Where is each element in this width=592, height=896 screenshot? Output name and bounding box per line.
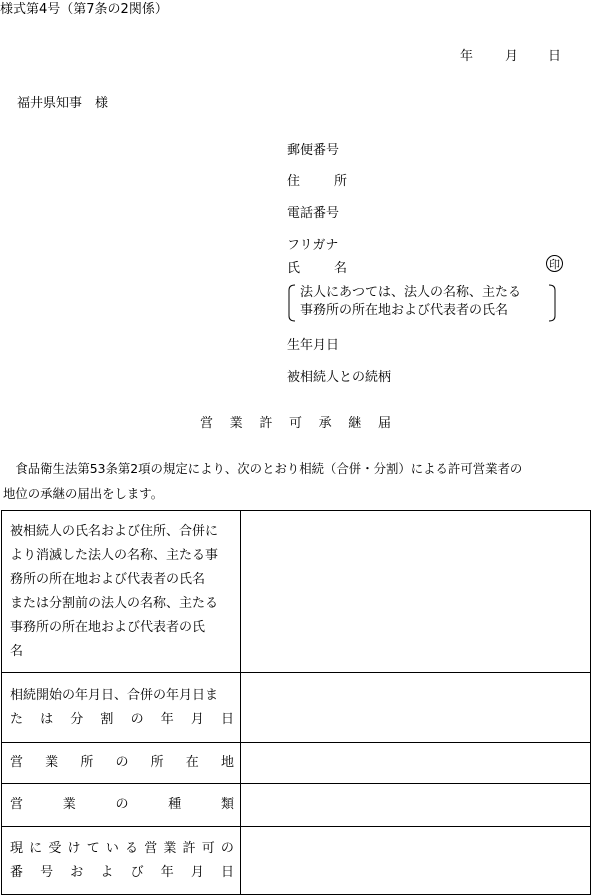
label-char: び — [130, 864, 144, 880]
label-line — [10, 708, 234, 732]
title-char: 届 — [377, 416, 391, 431]
business-type-label — [2, 784, 241, 827]
label-char: る — [125, 840, 139, 856]
name-label-char: 名 — [333, 261, 347, 276]
label-char: の — [220, 840, 234, 856]
label-line: より消滅した法人の名称、主たる事 — [10, 547, 219, 563]
table-row — [2, 673, 591, 743]
business-location-label — [2, 743, 241, 784]
succession-date-field[interactable] — [241, 673, 591, 743]
label-char: 月 — [190, 711, 204, 727]
label-char: 業 — [45, 755, 59, 770]
title-char: 業 — [229, 416, 243, 431]
label-char: 業 — [62, 797, 76, 812]
furigana-label: フリガナ — [287, 238, 339, 253]
title-char: 許 — [259, 416, 273, 431]
addressee: 福井県知事 様 — [17, 96, 109, 111]
address-label — [287, 170, 347, 189]
label-char: 号 — [40, 864, 54, 880]
label-char: 種 — [168, 797, 182, 812]
label-char: 地 — [220, 755, 234, 770]
label-line — [10, 861, 234, 885]
label-line: 事務所の所在地および代表者の氏 — [10, 619, 206, 635]
label-line — [10, 837, 234, 861]
corporation-note-line: 法人にあつては、法人の名称、主たる — [300, 285, 522, 300]
birthdate-label: 生年月日 — [287, 338, 340, 353]
address-label-char: 住 — [287, 174, 301, 189]
label-char: の — [115, 797, 129, 812]
label-char: 類 — [220, 797, 234, 812]
current-permit-label — [2, 827, 241, 895]
title-char: 継 — [348, 416, 362, 431]
name-label-char: 氏 — [287, 261, 301, 276]
label-char: 割 — [100, 711, 114, 727]
label-char: け — [67, 840, 81, 856]
label-char: の — [130, 711, 144, 727]
label-char: 所 — [150, 755, 164, 770]
label-char: 営 — [10, 797, 24, 812]
date-year: 年 — [460, 49, 474, 64]
label-char: 受 — [48, 840, 62, 856]
business-location-field[interactable] — [241, 743, 591, 784]
label-char: お — [70, 864, 84, 880]
label-char: の — [115, 755, 129, 770]
predecessor-info-label — [2, 511, 241, 673]
table-row — [2, 827, 591, 895]
label-char: よ — [100, 864, 114, 880]
intro-paragraph — [3, 456, 522, 506]
label-char: 月 — [190, 864, 204, 880]
label-char: は — [40, 711, 54, 727]
succession-date-label — [2, 673, 241, 743]
label-char: 営 — [144, 840, 158, 856]
date-month: 月 — [505, 49, 519, 64]
label-char: た — [10, 711, 24, 727]
label-char: 所 — [80, 755, 94, 770]
title-char: 営 — [200, 416, 214, 431]
label-char: 営 — [10, 755, 24, 770]
name-label — [287, 257, 347, 276]
corporation-note — [288, 284, 556, 322]
document-title — [200, 412, 391, 431]
label-char: 分 — [70, 711, 84, 727]
form-number: 様式第4号（第7条の2関係） — [0, 2, 168, 17]
label-char: 年 — [160, 864, 174, 880]
label-char: に — [29, 840, 43, 856]
label-char: 可 — [201, 840, 215, 856]
business-type-field[interactable] — [241, 784, 591, 827]
left-bracket-icon — [288, 284, 296, 322]
label-line: 相続開始の年月日、合併の年月日ま — [10, 687, 219, 703]
label-line: 務所の所在地および代表者の氏名 — [10, 571, 206, 587]
phone-label: 電話番号 — [287, 206, 340, 221]
label-char: 番 — [10, 864, 24, 880]
label-char: 在 — [185, 755, 199, 770]
intro-line: 食品衛生法第53条第2項の規定により、次のとおり相続（合併・分割）による許可営業者の — [3, 461, 523, 476]
label-char: 年 — [160, 711, 174, 727]
intro-line: 地位の承継の届出をします。 — [3, 486, 164, 501]
title-char: 承 — [318, 416, 332, 431]
date-day: 日 — [548, 49, 562, 64]
label-char: 許 — [182, 840, 196, 856]
address-label-char: 所 — [333, 174, 347, 189]
table-row — [2, 784, 591, 827]
label-char: 現 — [10, 840, 24, 856]
label-char: 日 — [220, 711, 234, 727]
postal-code-label: 郵便番号 — [287, 143, 340, 158]
table-row — [2, 743, 591, 784]
seal-mark: 印 — [546, 255, 563, 272]
corporation-note-text — [300, 284, 521, 320]
label-line: 被相続人の氏名および住所、合併に — [10, 523, 219, 539]
corporation-note-line: 事務所の所在地および代表者の氏名 — [300, 303, 509, 318]
label-line: または分割前の法人の名称、主たる — [10, 595, 219, 611]
relationship-label: 被相続人との続柄 — [287, 370, 392, 385]
succession-form-table — [1, 510, 591, 895]
predecessor-info-field[interactable] — [241, 511, 591, 673]
title-char: 可 — [288, 416, 302, 431]
label-char: い — [105, 840, 119, 856]
current-permit-field[interactable] — [241, 827, 591, 895]
right-bracket-icon — [548, 284, 556, 322]
table-row — [2, 511, 591, 673]
label-char: 業 — [163, 840, 177, 856]
label-char: 日 — [220, 864, 234, 880]
label-line: 名 — [10, 643, 24, 659]
label-char: て — [86, 840, 100, 856]
